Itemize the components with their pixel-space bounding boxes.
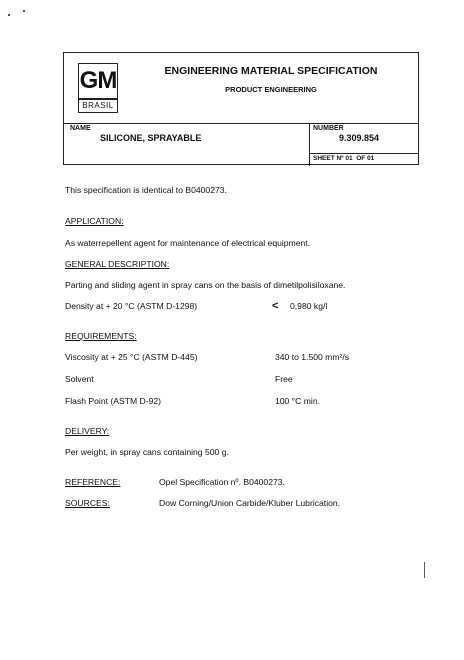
gm-brasil-logo xyxy=(78,63,118,113)
density-value: 0,980 kg/l xyxy=(290,301,328,311)
general-description-heading: GENERAL DESCRIPTION: xyxy=(65,259,170,269)
scan-speck xyxy=(424,562,425,578)
sources-text: Dow Corning/Union Carbide/Kluber Lubrication. xyxy=(159,498,341,508)
sheet-of: OF xyxy=(356,155,366,162)
sheet-number: 01 xyxy=(345,155,353,162)
sources-heading: SOURCES: xyxy=(65,498,110,508)
spec-header-box xyxy=(63,52,419,165)
requirement-label: Flash Point (ASTM D-92) xyxy=(65,396,161,406)
sheet-total: 01 xyxy=(367,155,375,162)
logo-brasil-text: BRASIL xyxy=(82,101,114,110)
delivery-text: Per weight, in spray cans containing 500 g. xyxy=(65,447,229,457)
density-label: Density at + 20 °C (ASTM D-1298) xyxy=(65,301,198,311)
scan-speck xyxy=(8,14,10,16)
logo-gm-text: GM xyxy=(79,64,117,100)
requirement-label: Solvent xyxy=(65,374,94,384)
name-label: NAME xyxy=(70,125,91,132)
general-description-text: Parting and sliding agent in spray cans on the basis of dimetilpolisiloxane. xyxy=(65,280,346,290)
application-heading: APPLICATION: xyxy=(65,216,124,226)
number-label: NUMBER xyxy=(313,125,344,132)
density-operator: < xyxy=(272,300,279,312)
spec-number: 9.309.854 xyxy=(339,133,380,143)
sheet-label: SHEET Nº xyxy=(313,155,344,162)
scan-speck xyxy=(23,10,25,12)
sheet-info xyxy=(313,155,374,162)
requirements-heading: REQUIREMENTS: xyxy=(65,331,137,341)
delivery-heading: DELIVERY: xyxy=(65,426,110,436)
requirement-value: 340 to 1.500 mm²/s xyxy=(275,352,350,362)
reference-heading: REFERENCE: xyxy=(65,477,121,487)
header-vertical-divider xyxy=(309,123,310,166)
application-text: As waterrepellent agent for maintenance of electrical equipment. xyxy=(65,238,311,248)
material-name: SILICONE, SPRAYABLE xyxy=(100,133,202,143)
requirement-label: Viscosity at + 25 °C (ASTM D-445) xyxy=(65,352,198,362)
requirement-value: 100 °C min. xyxy=(275,396,320,406)
spec-title: ENGINEERING MATERIAL SPECIFICATION xyxy=(164,65,378,77)
sheet-divider xyxy=(309,153,419,154)
reference-text: Opel Specification nº. B0400273. xyxy=(159,477,285,487)
header-divider xyxy=(64,123,418,124)
requirement-value: Free xyxy=(275,374,293,384)
spec-subtitle: PRODUCT ENGINEERING xyxy=(225,85,317,94)
intro-text: This specification is identical to B0400273. xyxy=(65,185,227,195)
